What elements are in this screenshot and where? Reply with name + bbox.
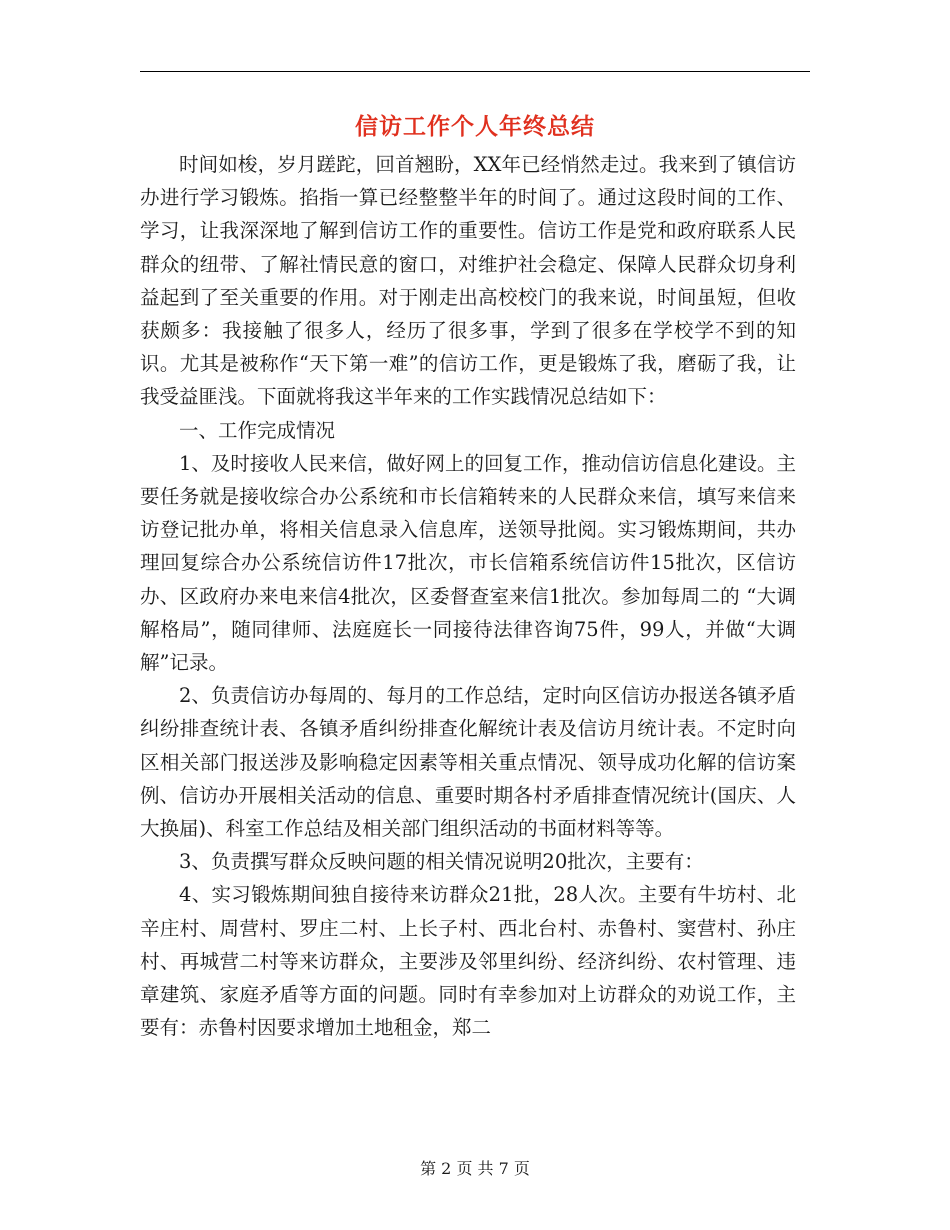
- section-heading: 一、工作完成情况: [179, 418, 336, 442]
- document-body: [140, 148, 796, 1044]
- paragraph-item-1: 1、及时接收人民来信，做好网上的回复工作，推动信访信息化建设。主要任务就是接收综合办公系统和市长信箱转来的人民群众来信，填写来信来访登记批办单，将相关信息录入信息库，送领导批阅。实习锻炼期间，共办理回复综合办公系统信访件17批次，市长信箱系统信访件15批次，区信访办、区政府办来电来信4批次，区委督查室来信1批次。参加每周二的 “大调解格局”，随同律师、法庭庭长一同接待法律咨询75件，99人，并做“大调解”记录。: [140, 451, 796, 675]
- paragraph-intro: 时间如梭，岁月蹉跎，回首翘盼，XX年已经悄然走过。我来到了镇信访办进行学习锻炼。掐指一算已经整整半年的时间了。通过这段时间的工作、学习，让我深深地了解到信访工作的重要性。信访工作是党和政府联系人民群众的纽带、了解社情民意的窗口，对维护社会稳定、保障人民群众切身利益起到了至关重要的作用。对于刚走出高校校门的我来说，时间虽短，但收获颇多：我接触了很多人，经历了很多事，学到了很多在学校学不到的知识。尤其是被称作“天下第一难”的信访工作，更是锻炼了我，磨砺了我，让我受益匪浅。下面就将我这半年来的工作实践情况总结如下：: [140, 153, 796, 409]
- document-title: 信访工作个人年终总结: [355, 113, 595, 140]
- page-footer: 第 2 页 共 7 页: [420, 1159, 530, 1178]
- paragraph-item-3: 3、负责撰写群众反映问题的相关情况说明20批次，主要有：: [179, 850, 704, 874]
- header-rule: [140, 71, 810, 72]
- paragraph-item-2: 2、负责信访办每周的、每月的工作总结，定时向区信访办报送各镇矛盾纠纷排查统计表、各镇矛盾纠纷排查化解统计表及信访月统计表。不定时向区相关部门报送涉及影响稳定因素等相关重点情况、领导成功化解的信访案例、信访办开展相关活动的信息、重要时期各村矛盾排查情况统计(国庆、人大换届)、科室工作总结及相关部门组织活动的书面材料等等。: [140, 684, 796, 841]
- paragraph-item-4: 4、实习锻炼期间独自接待来访群众21批，28人次。主要有牛坊村、北辛庄村、周营村、罗庄二村、上长子村、西北台村、赤鲁村、窦营村、孙庄村、再城营二村等来访群众，主要涉及邻里纠纷、经济纠纷、农村管理、违章建筑、家庭矛盾等方面的问题。同时有幸参加对上访群众的劝说工作，主要有：赤鲁村因要求增加土地租金，郑二: [140, 883, 796, 1040]
